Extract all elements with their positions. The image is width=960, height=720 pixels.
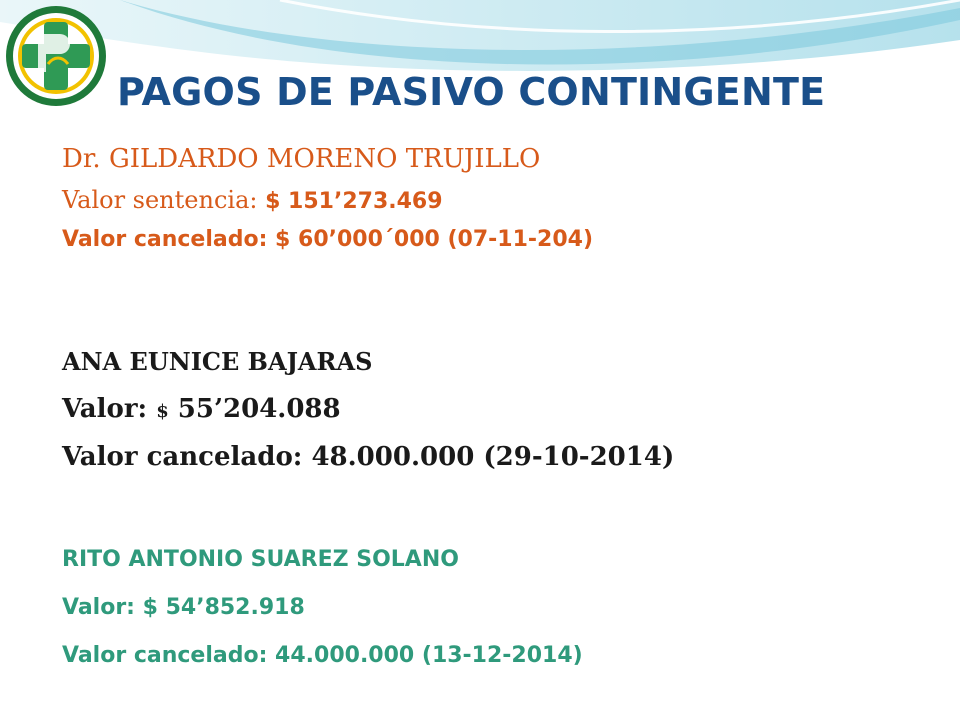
entry-value — [62, 396, 942, 422]
slide-title: PAGOS DE PASIVO CONTINGENTE — [117, 70, 826, 114]
entry-value-amount: $ 151’273.469 — [265, 189, 443, 214]
entry-paid: Valor cancelado: $ 60’000´000 (07-11-204) — [62, 227, 594, 252]
entry-name: RITO ANTONIO SUAREZ SOLANO — [62, 547, 459, 572]
entry-name: Dr. GILDARDO MORENO TRUJILLO — [62, 144, 541, 174]
entry-value-label: Valor: — [62, 394, 157, 424]
entry-name: ANA EUNICE BAJARAS — [62, 347, 373, 376]
payment-entry-2 — [62, 347, 942, 472]
entry-value-label: Valor sentencia: — [62, 186, 266, 214]
entry-paid: Valor cancelado: 44.000.000 (13-12-2014) — [62, 643, 583, 668]
payment-entry-3 — [62, 549, 942, 667]
entry-value: Valor: $ 54’852.918 — [62, 595, 305, 620]
entry-value-currency: $ — [156, 401, 169, 422]
entry-paid: Valor cancelado: 48.000.000 (29-10-2014) — [62, 442, 675, 472]
hospital-logo — [4, 4, 108, 108]
entry-value — [62, 188, 942, 213]
payment-entry-1 — [62, 146, 942, 251]
entry-value-amount: 55’204.088 — [168, 394, 341, 424]
